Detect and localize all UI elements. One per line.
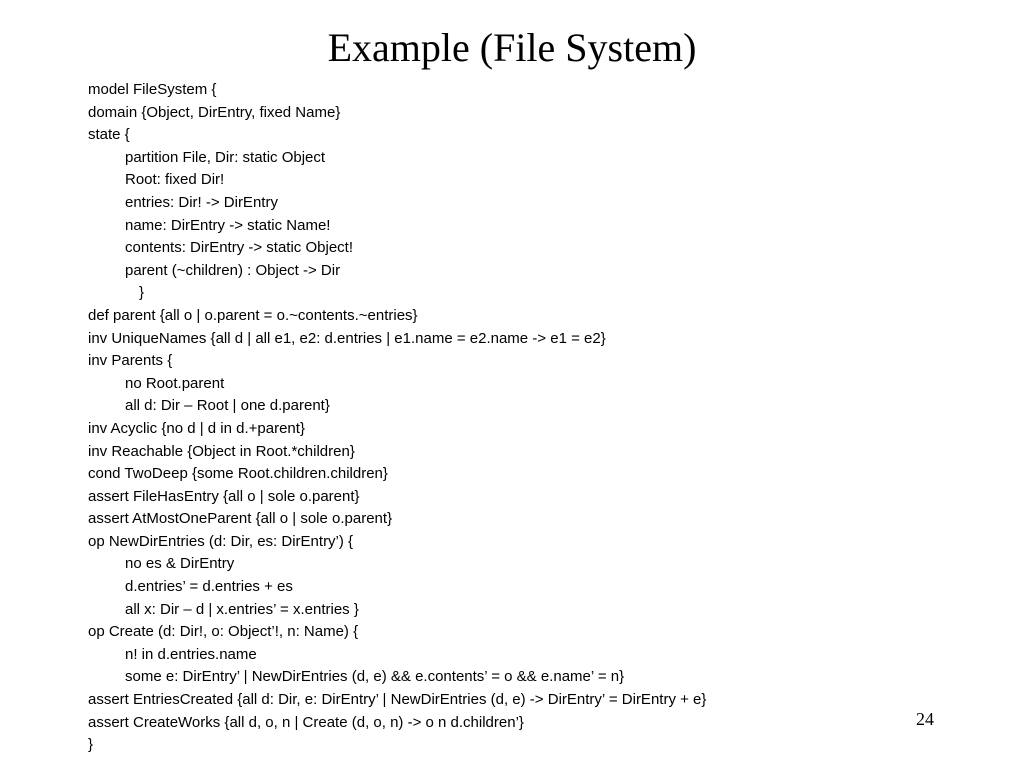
code-line: inv Acyclic {no d | d in d.+parent}	[88, 419, 305, 437]
code-line: domain {Object, DirEntry, fixed Name}	[88, 103, 341, 121]
code-line: cond TwoDeep {some Root.children.children}	[88, 465, 388, 483]
code-line: assert AtMostOneParent {all o | sole o.parent}	[88, 510, 393, 528]
code-line: op Create (d: Dir!, o: Object’!, n: Name) {	[88, 623, 359, 641]
code-line: }	[139, 284, 145, 302]
code-line: n! in d.entries.name	[125, 645, 257, 663]
code-line: no Root.parent	[125, 374, 225, 392]
code-line: def parent {all o | o.parent = o.~contents.~entries}	[88, 306, 418, 324]
code-listing	[88, 79, 988, 757]
code-line: op NewDirEntries (d: Dir, es: DirEntry’) {	[88, 532, 354, 550]
code-line: model FileSystem {	[88, 81, 217, 98]
code-line: contents: DirEntry -> static Object!	[125, 239, 353, 257]
code-line: some e: DirEntry’ | NewDirEntries (d, e) && e.contents’ = o && e.name’ = n}	[125, 668, 625, 686]
code-line: entries: Dir! -> DirEntry	[125, 193, 278, 211]
code-line: }	[88, 736, 94, 754]
code-line: all d: Dir – Root | one d.parent}	[125, 397, 330, 415]
code-line: all x: Dir – d | x.entries’ = x.entries }	[125, 600, 359, 618]
code-line: assert EntriesCreated {all d: Dir, e: DirEntry’ | NewDirEntries (d, e) -> DirEntry’ = DirEntry + e}	[88, 691, 707, 709]
code-line: no es & DirEntry	[125, 555, 235, 573]
code-line: inv Parents {	[88, 352, 173, 370]
code-line: partition File, Dir: static Object	[125, 148, 326, 166]
code-line: inv UniqueNames {all d | all e1, e2: d.entries | e1.name = e2.name -> e1 = e2}	[88, 329, 606, 347]
code-line: name: DirEntry -> static Name!	[125, 216, 331, 234]
page-number: 24	[916, 709, 934, 729]
code-line: d.entries’ = d.entries + es	[125, 578, 293, 596]
code-line: Root: fixed Dir!	[125, 171, 225, 189]
slide-title: Example (File System)	[327, 25, 697, 70]
code-line: inv Reachable {Object in Root.*children}	[88, 442, 355, 460]
code-line: assert FileHasEntry {all o | sole o.parent}	[88, 487, 360, 505]
code-line: assert CreateWorks {all d, o, n | Create (d, o, n) -> o n d.children’}	[88, 713, 524, 731]
code-line: parent (~children) : Object -> Dir	[125, 261, 341, 279]
code-line: state {	[88, 126, 130, 144]
